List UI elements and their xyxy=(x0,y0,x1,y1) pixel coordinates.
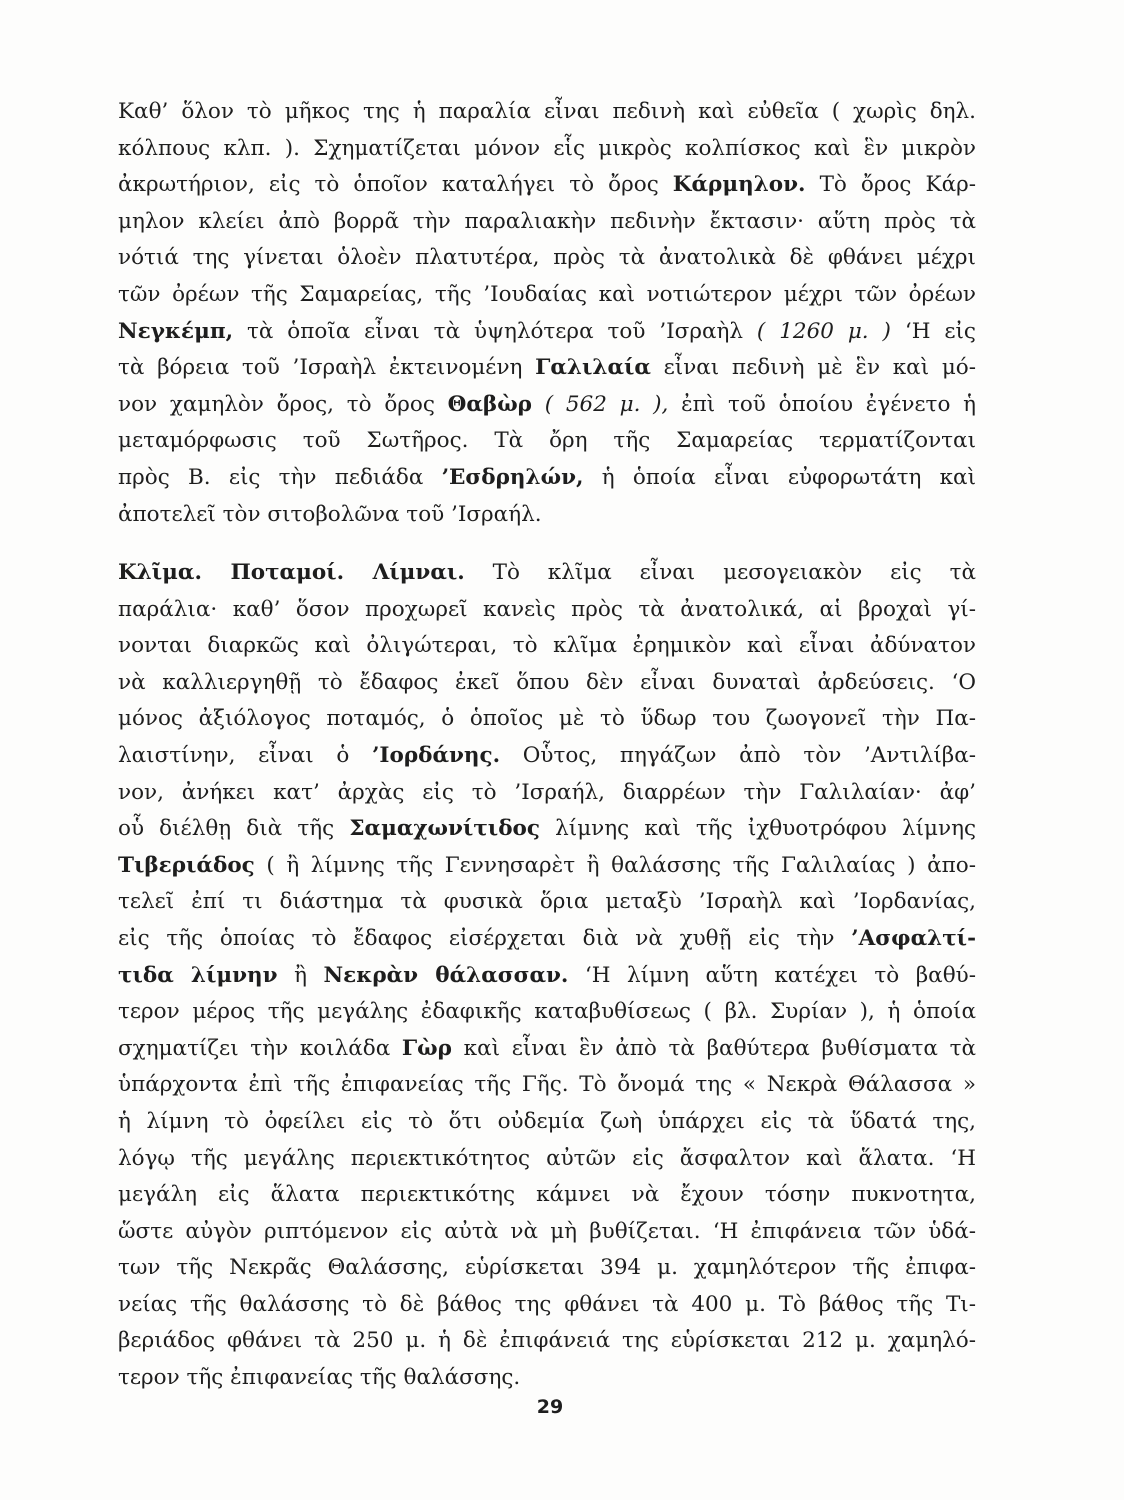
text-run: ‘Η λίμνη αὕτη κατέχει τὸ βαθύ- xyxy=(568,962,976,988)
text-run: ὑπάρχοντα ἐπὶ τῆς ἐπιφανείας τῆς Γῆς. Τὸ ὄνομά της « Νεκρὰ Θάλασσα » xyxy=(118,1072,976,1098)
text-run: των τῆς Νεκρᾶς Θαλάσσης, εὑρίσκεται 394 μ. χαμηλότερον τῆς ἐπιφα- xyxy=(118,1255,976,1281)
text-run: κόλπους κλπ. ). Σχηματίζεται μόνον εἷς μικρὸς κολπίσκος καὶ ἓν μικρὸν xyxy=(118,135,976,161)
emphasis-term: ’Ασφαλτί- xyxy=(851,925,976,951)
text-run: μόνος ἀξιόλογος ποταμός, ὁ ὁποῖος μὲ τὸ ὕδωρ του ζωογονεῖ τὴν Πα- xyxy=(118,706,976,732)
text-line xyxy=(118,167,976,204)
text-line xyxy=(118,848,976,885)
text-run: νὰ καλλιεργηθῇ τὸ ἔδαφος ἐκεῖ ὅπου δὲν εἶναι δυναταὶ ἀρδεύσεις. ‘Ο xyxy=(118,669,976,695)
text-line xyxy=(118,775,976,812)
text-line xyxy=(118,240,976,277)
text-line xyxy=(118,1287,976,1324)
text-line xyxy=(118,884,976,921)
text-run: μεγάλη εἰς ἅλατα περιεκτικότης κάμνει νὰ ἔχουν τόσην πυκνοτητα, xyxy=(118,1182,976,1208)
text-run: ( ἢ λίμνης τῆς Γεννησαρὲτ ἢ θαλάσσης τῆς Γαλιλαίας ) ἀπο- xyxy=(254,852,976,878)
text-run: οὗ διέλθῃ διὰ τῆς xyxy=(118,816,350,842)
text-run: πρὸς Β. εἰς τὴν πεδιάδα xyxy=(118,464,442,490)
text-run: τερον μέρος τῆς μεγάλης ἐδαφικῆς καταβυθίσεως ( βλ. Συρίαν ), ἡ ὁποία xyxy=(118,999,976,1025)
text-line xyxy=(118,994,976,1031)
text-line xyxy=(118,701,976,738)
text-line xyxy=(118,131,976,168)
text-run: ἐπὶ τοῦ ὁποίου ἐγένετο ἡ xyxy=(668,391,977,417)
emphasis-term: Γὼρ xyxy=(401,1035,452,1061)
emphasis-term: Γαλιλαία xyxy=(535,355,651,381)
text-line xyxy=(118,738,976,775)
emphasis-term: Νεγκέμπ, xyxy=(118,318,234,344)
text-line xyxy=(118,811,976,848)
text-line xyxy=(118,1323,976,1360)
text-line xyxy=(118,958,976,995)
text-run: λίμνης καὶ τῆς ἰχθυοτρόφου λίμνης xyxy=(539,816,976,842)
emphasis-term: τιδα λίμνην xyxy=(118,962,278,988)
text-run: ἀποτελεῖ τὸν σιτοβολῶνα τοῦ ’Ισραήλ. xyxy=(118,501,542,527)
text-run: λόγῳ τῆς μεγάλης περιεκτικότητος αὐτῶν εἰς ἄσφαλτον καὶ ἅλατα. ‘Η xyxy=(118,1145,976,1171)
text-run: τελεῖ ἐπί τι διάστημα τὰ φυσικὰ ὅρια μεταξὺ ’Ισραὴλ καὶ ’Ιορδανίας, xyxy=(118,889,976,915)
text-line xyxy=(118,460,976,497)
text-line xyxy=(118,1141,976,1178)
text-run: μεταμόρφωσις τοῦ Σωτῆρος. Τὰ ὄρη τῆς Σαμαρείας τερματίζονται xyxy=(118,428,976,454)
text-run: Τὸ ὄρος Κάρ- xyxy=(805,172,977,198)
text-line xyxy=(118,592,976,629)
text-line xyxy=(118,314,976,351)
emphasis-term: Νεκρὰν θάλασσαν. xyxy=(323,962,569,988)
text-line xyxy=(118,497,976,534)
text-line xyxy=(118,277,976,314)
text-run: μηλον κλείει ἀπὸ βορρᾶ τὴν παραλιακὴν πεδινὴν ἔκτασιν· αὕτη πρὸς τὰ xyxy=(118,208,976,234)
paragraph-coast xyxy=(118,94,976,533)
text-run: Οὗτος, πηγάζων ἀπὸ τὸν ’Αντιλίβα- xyxy=(500,742,976,768)
text-run: σχηματίζει τὴν κοιλάδα xyxy=(118,1035,402,1061)
text-line xyxy=(118,94,976,131)
text-run: νον, ἀνήκει κατ’ ἀρχὰς εἰς τὸ ’Ισραήλ, διαρρέων τὴν Γαλιλαίαν· ἀφ’ xyxy=(118,779,976,805)
text-run: παράλια· καθ’ ὅσον προχωρεῖ κανεὶς πρὸς τὰ ἀνατολικά, αἱ βροχαὶ γί- xyxy=(118,596,976,622)
text-run: εἶναι πεδινὴ μὲ ἓν καὶ μό- xyxy=(650,355,976,381)
text-line xyxy=(118,387,976,424)
text-run: τὰ βόρεια τοῦ ’Ισραὴλ ἐκτεινομένη xyxy=(118,355,536,381)
text-run: λαιστίνην, εἶναι ὁ xyxy=(118,742,372,768)
text-line xyxy=(118,350,976,387)
text-run: νείας τῆς θαλάσσης τὸ δὲ βάθος της φθάνει τὰ 400 μ. Τὸ βάθος τῆς Τι- xyxy=(118,1291,976,1317)
text-line xyxy=(118,1031,976,1068)
text-run: Καθ’ ὅλον τὸ μῆκος της ἡ παραλία εἶναι πεδινὴ καὶ εὐθεῖα ( χωρὶς δηλ. xyxy=(118,99,976,124)
text-line xyxy=(118,423,976,460)
text-run: τῶν ὀρέων τῆς Σαμαρείας, τῆς ’Ιουδαίας καὶ νοτιώτερον μέχρι τῶν ὀρέων xyxy=(118,281,976,307)
emphasis-term: Θαβὼρ xyxy=(447,391,532,417)
emphasis-term: Κάρμηλον. xyxy=(672,172,806,198)
emphasis-term: Σαμαχωνίτιδος xyxy=(349,816,540,842)
text-run: ἀκρωτήριον, εἰς τὸ ὁποῖον καταλήγει τὸ ὄρος xyxy=(118,172,673,198)
text-run: νότιά της γίνεται ὁλοὲν πλατυτέρα, πρὸς τὰ ἀνατολικὰ δὲ φθάνει μέχρι xyxy=(118,245,976,271)
text-run: βεριάδος φθάνει τὰ 250 μ. ἡ δὲ ἐπιφάνειά της εὑρίσκεται 212 μ. χαμηλό- xyxy=(118,1328,976,1354)
page-number: 29 xyxy=(536,1396,564,1418)
emphasis-term: ’Ιορδάνης. xyxy=(371,742,501,768)
emphasis-term: Τιβεριάδος xyxy=(118,852,255,878)
text-run: ‘Η εἰς xyxy=(890,318,976,344)
text-run: Τὸ κλῖμα εἶναι μεσογειακὸν εἰς τὰ xyxy=(464,560,976,585)
text-line xyxy=(118,665,976,702)
text-run: νον χαμηλὸν ὄρος, τὸ ὄρος xyxy=(118,391,448,417)
elevation-note: ( 1260 μ. ) xyxy=(756,318,891,344)
text-line xyxy=(118,555,976,592)
text-line xyxy=(118,1250,976,1287)
text-line xyxy=(118,1104,976,1141)
paragraph-climate-rivers-lakes xyxy=(118,555,976,1397)
text-run xyxy=(532,392,545,417)
text-line xyxy=(118,1067,976,1104)
text-run: ἡ ὁποία εἶναι εὐφορωτάτη καὶ xyxy=(583,464,976,490)
elevation-note: ( 562 μ. ), xyxy=(544,391,669,417)
text-run: ἢ xyxy=(277,962,324,988)
text-run: τερον τῆς ἐπιφανείας τῆς θαλάσσης. xyxy=(118,1365,521,1391)
text-run: τὰ ὁποῖα εἶναι τὰ ὑψηλότερα τοῦ ’Ισραὴλ xyxy=(233,318,757,344)
emphasis-term: ’Εσδρηλών, xyxy=(441,464,584,490)
text-run: ἡ λίμνη τὸ ὀφείλει εἰς τὸ ὅτι οὐδεμία ζωὴ ὑπάρχει εἰς τὰ ὕδατά της, xyxy=(118,1108,976,1134)
text-run: καὶ εἶναι ἓν ἀπὸ τὰ βαθύτερα βυθίσματα τὰ xyxy=(451,1035,976,1061)
section-heading: Κλῖμα. Ποταμοί. Λίμναι. xyxy=(118,560,465,585)
text-line xyxy=(118,1214,976,1251)
text-line xyxy=(118,204,976,241)
text-line xyxy=(118,1177,976,1214)
text-line xyxy=(118,1360,976,1397)
text-run: ὥστε αὐγὸν ριπτόμενον εἰς αὐτὰ νὰ μὴ βυθίζεται. ‘Η ἐπιφάνεια τῶν ὑδά- xyxy=(118,1218,976,1244)
text-line xyxy=(118,628,976,665)
text-run: εἰς τῆς ὁποίας τὸ ἔδαφος εἰσέρχεται διὰ νὰ χυθῇ εἰς τὴν xyxy=(118,925,852,951)
text-line xyxy=(118,921,976,958)
text-run: νονται διαρκῶς καὶ ὀλιγώτεραι, τὸ κλῖμα ἐρημικὸν καὶ εἶναι ἀδύνατον xyxy=(118,633,976,659)
